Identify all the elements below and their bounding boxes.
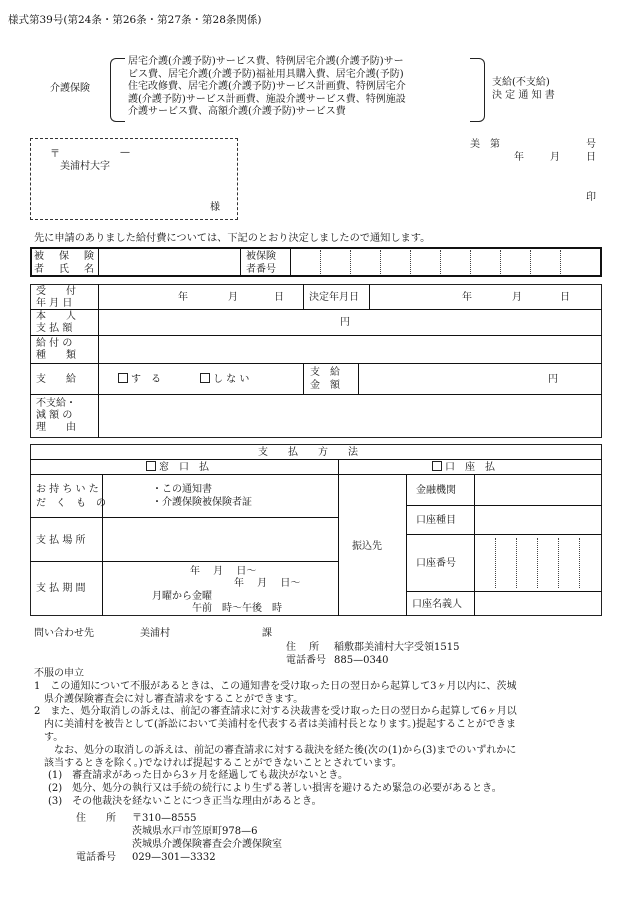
decision-day: 日 <box>560 292 570 303</box>
intro-text: 先に申請のありました給付費については、下記のとおり決定しましたので通知します。 <box>34 233 431 244</box>
appeal-section <box>34 668 609 809</box>
insured-number-label: 者番号 <box>246 264 276 275</box>
reason-label: 理 由 <box>36 422 76 433</box>
issue-day: 日 <box>586 152 596 163</box>
period-line: 年 月 日～ <box>234 578 301 589</box>
insured-row <box>30 247 602 277</box>
bring-label: だ く も の <box>36 498 106 509</box>
option-yes-label: す る <box>131 374 161 385</box>
recipient-village: 美浦村大字 <box>60 161 110 172</box>
option-no[interactable] <box>200 373 249 386</box>
services-line: ビス費、居宅介護(介護予防)福祉用具購入費、居宅介護(予防) <box>128 68 404 80</box>
appeal-postal: 〒310—8555 <box>132 813 197 824</box>
account-type-label: 口座種目 <box>416 515 456 526</box>
postal-mark: 〒 <box>50 149 60 160</box>
services-line: 住宅改修費、居宅介護(介護予防)サービス計画費、特例居宅介 <box>128 81 406 93</box>
appeal-item: (1) 審査請求があった日から3ヶ月を経過しても裁決がないとき。 <box>48 770 349 782</box>
payment-method-title: 支 払 方 法 <box>258 447 358 458</box>
services-line: 居宅介護(介護予防)サービス費、特例居宅介護(介護予防)サー <box>128 56 404 67</box>
services-line: 介護サービス費、高額介護(介護予防)サービス費 <box>128 106 346 118</box>
header-left-label: 介護保険 <box>50 83 90 94</box>
period-line: 月曜から金曜 <box>152 591 212 602</box>
benefit-kind-label: 給 付 の <box>36 338 73 349</box>
option-yes[interactable] <box>118 373 161 386</box>
details-table <box>30 284 602 438</box>
decision-year: 年 <box>462 292 472 303</box>
account-number-label: 口座番号 <box>416 558 456 569</box>
notice-title-line2: 決 定 通 知 書 <box>492 90 555 101</box>
contact-label: 問い合わせ先 <box>34 628 94 639</box>
checkbox[interactable] <box>432 461 442 471</box>
decision-month: 月 <box>512 292 522 303</box>
recipient-address-box <box>30 138 238 220</box>
appeal-office: 茨城県介護保険審査会介護保険室 <box>132 839 282 850</box>
issuer-dai: 第 <box>490 139 500 150</box>
appeal-item: (3) その他裁決を経ないことにつき正当な理由があるとき。 <box>48 795 322 807</box>
payment-place-label: 支 払 場 所 <box>36 535 86 546</box>
appeal-phone-label: 電話番号 <box>76 852 116 863</box>
reason-label: 減 額 の <box>36 410 73 421</box>
insured-name-label: 者 氏 名 <box>34 264 94 275</box>
bring-item: ・介護保険被保険者証 <box>152 497 252 508</box>
appeal-paragraph: す。 <box>44 731 64 743</box>
window-payment-option[interactable] <box>146 461 209 474</box>
issue-year: 年 <box>514 152 524 163</box>
received-month: 月 <box>228 292 238 303</box>
received-label: 受 付 <box>36 286 76 297</box>
account-digit-divider <box>579 538 580 588</box>
seal-mark: 印 <box>586 192 596 203</box>
period-line: 午前 時～午後 時 <box>192 603 282 614</box>
account-digit-divider <box>495 538 496 588</box>
digit-divider <box>500 250 501 274</box>
appeal-address-label: 住 所 <box>76 813 116 824</box>
window-payment-label: 窓 口 払 <box>159 462 209 473</box>
received-day: 日 <box>274 292 284 303</box>
contact-section: 課 <box>262 628 272 639</box>
issue-month: 月 <box>550 152 560 163</box>
account-digit-divider <box>558 538 559 588</box>
bank-label: 金融機関 <box>416 485 456 496</box>
payment-amount-label: 本 人 <box>36 311 76 322</box>
issuer-go: 号 <box>586 139 596 150</box>
bring-item: ・この通知書 <box>152 484 212 495</box>
decision-date-label: 決定年月日 <box>309 292 359 303</box>
contact-phone-label: 電話番号 <box>286 655 326 666</box>
appeal-paragraph: 2 また、処分取消しの訴えは、前記の審査請求に対する決裁書を受け取った日の翌日から起算して6ヶ月以 <box>34 706 517 718</box>
checkbox[interactable] <box>200 373 210 383</box>
digit-divider <box>380 250 381 274</box>
digit-divider <box>530 250 531 274</box>
appeal-paragraph: 1 この通知について不服があるときは、この通知書を受け取った日の翌日から起算して3ヶ月以内に、茨城 <box>34 680 517 692</box>
received-year: 年 <box>178 292 188 303</box>
supply-label: 支 給 <box>36 374 76 385</box>
insured-number-label: 被保険 <box>246 251 276 262</box>
amount-label: 支 給 <box>310 367 340 378</box>
insured-name-label: 被 保 険 <box>34 251 94 262</box>
digit-divider <box>410 250 411 274</box>
digit-divider <box>470 250 471 274</box>
bring-label: お 持 ち い た <box>36 484 99 495</box>
postal-dash: — <box>120 147 130 158</box>
amount-yen: 円 <box>548 374 558 385</box>
amount-label: 金 額 <box>310 380 340 391</box>
digit-divider <box>560 250 561 274</box>
payment-amount-label: 支 払 額 <box>36 323 73 334</box>
header-bracket-left <box>110 58 125 122</box>
contact-address-label: 住 所 <box>286 642 320 653</box>
form-number-title: 様式第39号(第24条・第26条・第27条・第28条関係) <box>8 14 262 26</box>
appeal-address: 茨城県水戸市笠原町978—6 <box>132 826 258 837</box>
account-payment-option[interactable] <box>432 461 495 474</box>
checkbox[interactable] <box>146 461 156 471</box>
received-label: 年 月 日 <box>36 298 73 309</box>
contact-phone: 885—0340 <box>334 655 389 666</box>
appeal-paragraph: 該当するときを除く。)でなければ提起することができないこととされています。 <box>44 757 402 769</box>
period-line: 年 月 日～ <box>190 566 257 577</box>
appeal-paragraph: 内に美浦村を被告として(訴訟において美浦村を代表する者は美浦村長となります。)提起することができま <box>44 719 517 731</box>
header-services <box>128 56 473 119</box>
appeal-item: (2) 処分、処分の執行又は手続の続行により生ずる著しい損害を避けるため緊急の必要があるとき。 <box>48 783 502 795</box>
payment-yen: 円 <box>340 317 350 328</box>
appeal-paragraph: なお、処分の取消しの訴えは、前記の審査請求に対する裁決を経た後(次の(1)から(3)までのいずれかに <box>54 744 517 756</box>
benefit-kind-label: 種 類 <box>36 350 76 361</box>
contact-village: 美浦村 <box>140 628 170 639</box>
issuer-mi: 美 <box>470 139 480 150</box>
appeal-paragraph: 県介護保険審査会に対し審査請求をすることができます。 <box>44 693 304 705</box>
digit-divider <box>350 250 351 274</box>
account-digit-divider <box>537 538 538 588</box>
account-payment-label: 口 座 払 <box>445 462 495 473</box>
appeal-phone: 029—301—3332 <box>132 852 216 863</box>
notice-title-line1: 支給(不支給) <box>492 77 550 88</box>
recipient-honorific: 様 <box>210 202 220 213</box>
reason-label: 不支給・ <box>36 398 76 409</box>
digit-divider <box>440 250 441 274</box>
checkbox[interactable] <box>118 373 128 383</box>
account-digit-divider <box>516 538 517 588</box>
contact-address: 稲敷郡美浦村大字受領1515 <box>334 642 460 653</box>
appeal-title: 不服の申立 <box>34 668 84 679</box>
transfer-label: 振込先 <box>352 541 382 552</box>
option-no-label: し な い <box>213 374 250 385</box>
digit-divider <box>320 250 321 274</box>
account-holder-label: 口座名義人 <box>412 599 462 610</box>
payment-period-label: 支 払 期 間 <box>36 583 86 594</box>
services-line: 護(介護予防)サービス計画費、施設介護サービス費、特例施設 <box>128 93 406 105</box>
